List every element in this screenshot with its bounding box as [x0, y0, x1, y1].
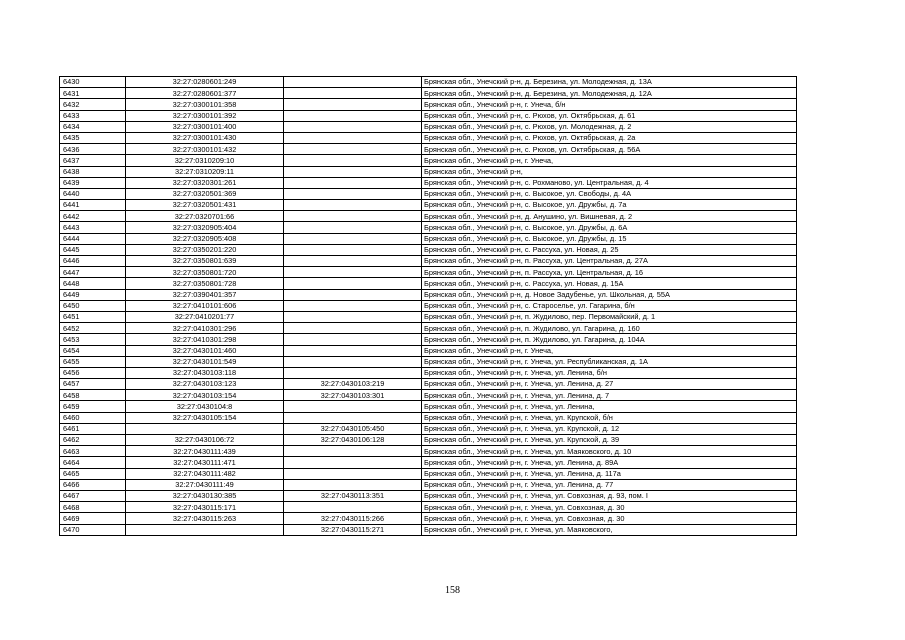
row-number-cell: 6430: [60, 77, 126, 88]
address-cell: Брянская обл., Унечский р-н, с. Рассуха, ул. Новая, д. 25: [422, 244, 797, 255]
related-cadastral-number-cell: 32:27:0430106:128: [284, 435, 422, 446]
address-cell: Брянская обл., Унечский р-н, г. Унеча, ул. Маяковского, д. 10: [422, 446, 797, 457]
address-cell: Брянская обл., Унечский р-н, д. Новое Задубенье, ул. Школьная, д. 55А: [422, 289, 797, 300]
table-row: [60, 401, 797, 412]
related-cadastral-number-cell: 32:27:0430103:219: [284, 379, 422, 390]
table-row: [60, 446, 797, 457]
cadastral-number-cell: 32:27:0300101:432: [126, 144, 284, 155]
address-cell: Брянская обл., Унечский р-н, г. Унеча,: [422, 155, 797, 166]
related-cadastral-number-cell: [284, 479, 422, 490]
related-cadastral-number-cell: [284, 289, 422, 300]
cadastral-number-cell: 32:27:0430103:154: [126, 390, 284, 401]
table-row: [60, 233, 797, 244]
address-cell: Брянская обл., Унечский р-н, г. Унеча, ул. Маяковского,: [422, 524, 797, 535]
cadastral-number-cell: 32:27:0430111:439: [126, 446, 284, 457]
address-cell: Брянская обл., Унечский р-н, г. Унеча, ул. Крупской, д. 39: [422, 435, 797, 446]
table-row: [60, 423, 797, 434]
cadastral-number-cell: 32:27:0390401:357: [126, 289, 284, 300]
address-cell: Брянская обл., Унечский р-н, г. Унеча, ул. Ленина, д. 89А: [422, 457, 797, 468]
related-cadastral-number-cell: [284, 233, 422, 244]
row-number-cell: 6437: [60, 155, 126, 166]
row-number-cell: 6438: [60, 166, 126, 177]
related-cadastral-number-cell: [284, 200, 422, 211]
related-cadastral-number-cell: [284, 468, 422, 479]
related-cadastral-number-cell: [284, 278, 422, 289]
cadastral-number-cell: 32:27:0350801:720: [126, 267, 284, 278]
related-cadastral-number-cell: [284, 345, 422, 356]
row-number-cell: 6444: [60, 233, 126, 244]
cadastral-number-cell: [126, 524, 284, 535]
row-number-cell: 6441: [60, 200, 126, 211]
related-cadastral-number-cell: [284, 155, 422, 166]
row-number-cell: 6470: [60, 524, 126, 535]
row-number-cell: 6449: [60, 289, 126, 300]
row-number-cell: 6443: [60, 222, 126, 233]
cadastral-number-cell: 32:27:0320301:261: [126, 177, 284, 188]
related-cadastral-number-cell: [284, 412, 422, 423]
address-cell: Брянская обл., Унечский р-н, г. Унеча, ул. Ленина, б/н: [422, 367, 797, 378]
address-cell: Брянская обл., Унечский р-н, п. Жудилово, пер. Первомайский, д. 1: [422, 311, 797, 322]
cadastral-number-cell: 32:27:0320701:66: [126, 211, 284, 222]
address-cell: Брянская обл., Унечский р-н, с. Рассуха, ул. Новая, д. 15А: [422, 278, 797, 289]
cadastral-number-cell: 32:27:0320905:404: [126, 222, 284, 233]
cadastral-number-cell: 32:27:0350801:639: [126, 256, 284, 267]
related-cadastral-number-cell: [284, 300, 422, 311]
row-number-cell: 6462: [60, 435, 126, 446]
related-cadastral-number-cell: [284, 334, 422, 345]
row-number-cell: 6463: [60, 446, 126, 457]
row-number-cell: 6439: [60, 177, 126, 188]
table-row: [60, 356, 797, 367]
row-number-cell: 6458: [60, 390, 126, 401]
cadastral-number-cell: 32:27:0430115:171: [126, 502, 284, 513]
related-cadastral-number-cell: 32:27:0430113:351: [284, 490, 422, 501]
row-number-cell: 6464: [60, 457, 126, 468]
related-cadastral-number-cell: [284, 446, 422, 457]
cadastral-number-cell: 32:27:0320905:408: [126, 233, 284, 244]
address-cell: Брянская обл., Унечский р-н, г. Унеча, ул. Крупской, д. 12: [422, 423, 797, 434]
address-cell: Брянская обл., Унечский р-н, с. Рюхов, ул. Молодежная, д. 2: [422, 121, 797, 132]
row-number-cell: 6442: [60, 211, 126, 222]
related-cadastral-number-cell: [284, 267, 422, 278]
table-row: [60, 300, 797, 311]
related-cadastral-number-cell: [284, 356, 422, 367]
cadastral-number-cell: 32:27:0430111:471: [126, 457, 284, 468]
cadastral-number-cell: 32:27:0430130:385: [126, 490, 284, 501]
table-row: [60, 188, 797, 199]
row-number-cell: 6436: [60, 144, 126, 155]
cadastral-number-cell: 32:27:0430111:482: [126, 468, 284, 479]
address-cell: Брянская обл., Унечский р-н, с. Староселье, ул. Гагарина, б/н: [422, 300, 797, 311]
table-row: [60, 334, 797, 345]
table-row: [60, 110, 797, 121]
table-row: [60, 99, 797, 110]
cadastral-number-cell: 32:27:0350801:728: [126, 278, 284, 289]
address-cell: Брянская обл., Унечский р-н, д. Березина, ул. Молодежная, д. 12А: [422, 88, 797, 99]
related-cadastral-number-cell: 32:27:0430115:271: [284, 524, 422, 535]
address-cell: Брянская обл., Унечский р-н, г. Унеча, ул. Ленина, д. 77: [422, 479, 797, 490]
table-row: [60, 166, 797, 177]
row-number-cell: 6434: [60, 121, 126, 132]
address-cell: Брянская обл., Унечский р-н, с. Рюхов, ул. Октябрьская, д. 2а: [422, 132, 797, 143]
row-number-cell: 6450: [60, 300, 126, 311]
cadastral-number-cell: 32:27:0430105:154: [126, 412, 284, 423]
cadastral-number-cell: 32:27:0430115:263: [126, 513, 284, 524]
cadastral-number-cell: 32:27:0430106:72: [126, 435, 284, 446]
address-cell: Брянская обл., Унечский р-н, с. Рюхов, ул. Октябрьская, д. 61: [422, 110, 797, 121]
related-cadastral-number-cell: [284, 367, 422, 378]
address-cell: Брянская обл., Унечский р-н, г. Унеча, ул. Ленина, д. 7: [422, 390, 797, 401]
address-cell: Брянская обл., Унечский р-н, п. Жудилово, ул. Гагарина, д. 104А: [422, 334, 797, 345]
row-number-cell: 6433: [60, 110, 126, 121]
table-row: [60, 244, 797, 255]
related-cadastral-number-cell: 32:27:0430105:450: [284, 423, 422, 434]
property-table: [59, 76, 797, 536]
address-cell: Брянская обл., Унечский р-н, г. Унеча, ул. Крупской, б/н: [422, 412, 797, 423]
table-row: [60, 367, 797, 378]
table-row: [60, 457, 797, 468]
row-number-cell: 6435: [60, 132, 126, 143]
address-cell: Брянская обл., Унечский р-н, п. Рассуха, ул. Центральная, д. 16: [422, 267, 797, 278]
cadastral-number-cell: 32:27:0300101:392: [126, 110, 284, 121]
address-cell: Брянская обл., Унечский р-н, г. Унеча,: [422, 345, 797, 356]
related-cadastral-number-cell: [284, 222, 422, 233]
related-cadastral-number-cell: [284, 144, 422, 155]
related-cadastral-number-cell: [284, 401, 422, 412]
row-number-cell: 6460: [60, 412, 126, 423]
cadastral-number-cell: 32:27:0430111:49: [126, 479, 284, 490]
table-row: [60, 200, 797, 211]
address-cell: Брянская обл., Унечский р-н,: [422, 166, 797, 177]
address-cell: Брянская обл., Унечский р-н, г. Унеча, ул. Ленина,: [422, 401, 797, 412]
related-cadastral-number-cell: [284, 323, 422, 334]
related-cadastral-number-cell: [284, 211, 422, 222]
row-number-cell: 6461: [60, 423, 126, 434]
related-cadastral-number-cell: [284, 256, 422, 267]
address-cell: Брянская обл., Унечский р-н, с. Рюхов, ул. Октябрьская, д. 56А: [422, 144, 797, 155]
table-row: [60, 345, 797, 356]
table-row: [60, 144, 797, 155]
cadastral-number-cell: 32:27:0430103:123: [126, 379, 284, 390]
address-cell: Брянская обл., Унечский р-н, г. Унеча, ул. Совхозная, д. 93, пом. I: [422, 490, 797, 501]
row-number-cell: 6465: [60, 468, 126, 479]
address-cell: Брянская обл., Унечский р-н, с. Высокое, ул. Свободы, д. 4А: [422, 188, 797, 199]
row-number-cell: 6431: [60, 88, 126, 99]
table-row: [60, 490, 797, 501]
address-cell: Брянская обл., Унечский р-н, г. Унеча, ул. Республиканская, д. 1А: [422, 356, 797, 367]
related-cadastral-number-cell: [284, 188, 422, 199]
row-number-cell: 6456: [60, 367, 126, 378]
cadastral-number-cell: [126, 423, 284, 434]
address-cell: Брянская обл., Унечский р-н, п. Рассуха, ул. Центральная, д. 27А: [422, 256, 797, 267]
address-cell: Брянская обл., Унечский р-н, п. Жудилово, ул. Гагарина, д. 160: [422, 323, 797, 334]
cadastral-number-cell: 32:27:0320501:369: [126, 188, 284, 199]
row-number-cell: 6459: [60, 401, 126, 412]
related-cadastral-number-cell: [284, 311, 422, 322]
related-cadastral-number-cell: [284, 110, 422, 121]
row-number-cell: 6447: [60, 267, 126, 278]
row-number-cell: 6448: [60, 278, 126, 289]
row-number-cell: 6452: [60, 323, 126, 334]
table-row: [60, 311, 797, 322]
address-cell: Брянская обл., Унечский р-н, с. Высокое, ул. Дружбы, д. 15: [422, 233, 797, 244]
page-number: 158: [445, 585, 460, 596]
address-cell: Брянская обл., Унечский р-н, г. Унеча, ул. Совхозная, д. 30: [422, 502, 797, 513]
cadastral-number-cell: 32:27:0430104:8: [126, 401, 284, 412]
table-body: [60, 77, 797, 536]
table-row: [60, 278, 797, 289]
table-row: [60, 323, 797, 334]
address-cell: Брянская обл., Унечский р-н, д. Березина, ул. Молодежная, д. 13А: [422, 77, 797, 88]
cadastral-number-cell: 32:27:0410101:606: [126, 300, 284, 311]
table-row: [60, 222, 797, 233]
address-cell: Брянская обл., Унечский р-н, д. Анушино, ул. Вишневая, д. 2: [422, 211, 797, 222]
table-row: [60, 468, 797, 479]
row-number-cell: 6440: [60, 188, 126, 199]
table-row: [60, 379, 797, 390]
table-row: [60, 155, 797, 166]
related-cadastral-number-cell: 32:27:0430115:266: [284, 513, 422, 524]
related-cadastral-number-cell: [284, 166, 422, 177]
row-number-cell: 6467: [60, 490, 126, 501]
row-number-cell: 6446: [60, 256, 126, 267]
cadastral-number-cell: 32:27:0280601:249: [126, 77, 284, 88]
table-row: [60, 412, 797, 423]
address-cell: Брянская обл., Унечский р-н, с. Рохманово, ул. Центральная, д. 4: [422, 177, 797, 188]
cadastral-number-cell: 32:27:0410301:296: [126, 323, 284, 334]
table-row: [60, 513, 797, 524]
table-row: [60, 435, 797, 446]
cadastral-number-cell: 32:27:0430101:549: [126, 356, 284, 367]
cadastral-number-cell: 32:27:0300101:430: [126, 132, 284, 143]
address-cell: Брянская обл., Унечский р-н, г. Унеча, б/н: [422, 99, 797, 110]
table-row: [60, 390, 797, 401]
cadastral-number-cell: 32:27:0430103:118: [126, 367, 284, 378]
related-cadastral-number-cell: [284, 132, 422, 143]
row-number-cell: 6453: [60, 334, 126, 345]
cadastral-number-cell: 32:27:0320501:431: [126, 200, 284, 211]
cadastral-number-cell: 32:27:0310209:11: [126, 166, 284, 177]
table-row: [60, 289, 797, 300]
row-number-cell: 6466: [60, 479, 126, 490]
related-cadastral-number-cell: [284, 502, 422, 513]
cadastral-number-cell: 32:27:0300101:358: [126, 99, 284, 110]
row-number-cell: 6451: [60, 311, 126, 322]
related-cadastral-number-cell: [284, 121, 422, 132]
table-row: [60, 267, 797, 278]
table-row: [60, 479, 797, 490]
address-cell: Брянская обл., Унечский р-н, с. Высокое, ул. Дружбы, д. 7а: [422, 200, 797, 211]
table-row: [60, 77, 797, 88]
row-number-cell: 6457: [60, 379, 126, 390]
related-cadastral-number-cell: [284, 457, 422, 468]
address-cell: Брянская обл., Унечский р-н, с. Высокое, ул. Дружбы, д. 6А: [422, 222, 797, 233]
related-cadastral-number-cell: [284, 77, 422, 88]
related-cadastral-number-cell: [284, 244, 422, 255]
related-cadastral-number-cell: [284, 177, 422, 188]
cadastral-number-cell: 32:27:0280601:377: [126, 88, 284, 99]
row-number-cell: 6469: [60, 513, 126, 524]
table-row: [60, 524, 797, 535]
table-row: [60, 502, 797, 513]
table-row: [60, 121, 797, 132]
row-number-cell: 6468: [60, 502, 126, 513]
cadastral-number-cell: 32:27:0310209:10: [126, 155, 284, 166]
row-number-cell: 6432: [60, 99, 126, 110]
table-row: [60, 256, 797, 267]
row-number-cell: 6454: [60, 345, 126, 356]
table-row: [60, 88, 797, 99]
related-cadastral-number-cell: [284, 99, 422, 110]
cadastral-number-cell: 32:27:0350201:220: [126, 244, 284, 255]
row-number-cell: 6445: [60, 244, 126, 255]
address-cell: Брянская обл., Унечский р-н, г. Унеча, ул. Ленина, д. 27: [422, 379, 797, 390]
address-cell: Брянская обл., Унечский р-н, г. Унеча, ул. Ленина, д. 117а: [422, 468, 797, 479]
table-row: [60, 132, 797, 143]
related-cadastral-number-cell: [284, 88, 422, 99]
cadastral-number-cell: 32:27:0410201:77: [126, 311, 284, 322]
table-row: [60, 177, 797, 188]
related-cadastral-number-cell: 32:27:0430103:301: [284, 390, 422, 401]
row-number-cell: 6455: [60, 356, 126, 367]
address-cell: Брянская обл., Унечский р-н, г. Унеча, ул. Совхозная, д. 30: [422, 513, 797, 524]
cadastral-number-cell: 32:27:0430101:460: [126, 345, 284, 356]
cadastral-number-cell: 32:27:0410301:298: [126, 334, 284, 345]
table-row: [60, 211, 797, 222]
cadastral-number-cell: 32:27:0300101:400: [126, 121, 284, 132]
